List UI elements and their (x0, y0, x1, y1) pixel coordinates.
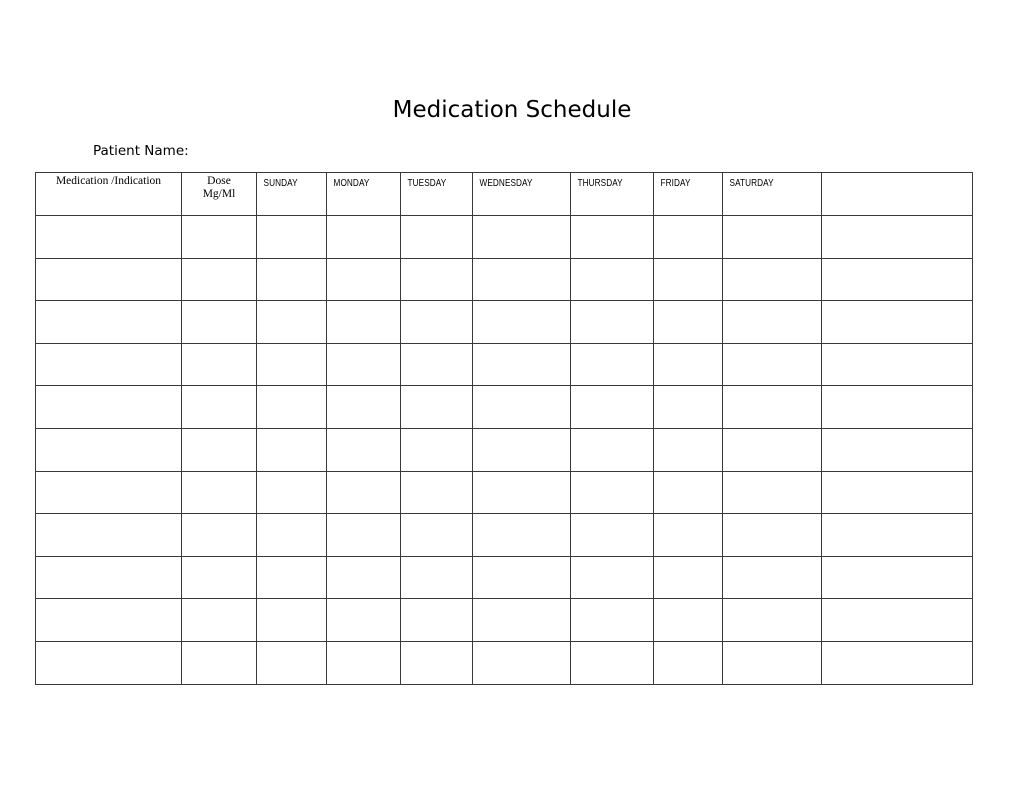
monday-cell[interactable] (327, 641, 401, 684)
table-row (36, 556, 973, 599)
dose-cell[interactable] (182, 471, 257, 514)
thursday-cell[interactable] (571, 386, 654, 429)
table-row (36, 471, 973, 514)
friday-cell[interactable] (654, 556, 723, 599)
tuesday-cell[interactable] (401, 641, 473, 684)
monday-cell[interactable] (327, 556, 401, 599)
tuesday-cell[interactable] (401, 258, 473, 301)
wednesday-cell[interactable] (473, 258, 571, 301)
sunday-cell[interactable] (257, 258, 327, 301)
medication-cell[interactable] (36, 386, 182, 429)
thursday-cell[interactable] (571, 599, 654, 642)
header-tuesday-cell (401, 173, 473, 216)
saturday-cell[interactable] (723, 343, 822, 386)
sunday-cell[interactable] (257, 343, 327, 386)
monday-cell[interactable] (327, 599, 401, 642)
saturday-cell[interactable] (723, 514, 822, 557)
dose-cell[interactable] (182, 216, 257, 259)
extra-cell[interactable] (822, 258, 973, 301)
monday-cell[interactable] (327, 301, 401, 344)
dose-cell[interactable] (182, 428, 257, 471)
extra-cell[interactable] (822, 216, 973, 259)
header-dose: Dose (207, 175, 231, 187)
thursday-cell[interactable] (571, 514, 654, 557)
table-row (36, 428, 973, 471)
saturday-cell[interactable] (723, 258, 822, 301)
monday-cell[interactable] (327, 428, 401, 471)
table-header-row (36, 173, 973, 216)
table-row (36, 216, 973, 259)
header-wednesday-cell (473, 173, 571, 216)
saturday-cell[interactable] (723, 641, 822, 684)
medication-cell[interactable] (36, 258, 182, 301)
friday-cell[interactable] (654, 216, 723, 259)
tuesday-cell[interactable] (401, 599, 473, 642)
extra-cell[interactable] (822, 343, 973, 386)
friday-cell[interactable] (654, 258, 723, 301)
dose-cell[interactable] (182, 386, 257, 429)
table-row (36, 514, 973, 557)
wednesday-cell[interactable] (473, 386, 571, 429)
dose-cell[interactable] (182, 641, 257, 684)
friday-cell[interactable] (654, 343, 723, 386)
friday-cell[interactable] (654, 641, 723, 684)
header-monday-cell (327, 173, 401, 216)
thursday-cell[interactable] (571, 343, 654, 386)
header-sunday: SUNDAY (263, 178, 298, 189)
header-monday: MONDAY (333, 178, 370, 189)
thursday-cell[interactable] (571, 216, 654, 259)
sunday-cell[interactable] (257, 386, 327, 429)
tuesday-cell[interactable] (401, 216, 473, 259)
saturday-cell[interactable] (723, 428, 822, 471)
saturday-cell[interactable] (723, 301, 822, 344)
monday-cell[interactable] (327, 386, 401, 429)
monday-cell[interactable] (327, 343, 401, 386)
wednesday-cell[interactable] (473, 216, 571, 259)
tuesday-cell[interactable] (401, 428, 473, 471)
wednesday-cell[interactable] (473, 641, 571, 684)
thursday-cell[interactable] (571, 428, 654, 471)
friday-cell[interactable] (654, 514, 723, 557)
extra-cell[interactable] (822, 386, 973, 429)
sunday-cell[interactable] (257, 641, 327, 684)
extra-cell[interactable] (822, 301, 973, 344)
monday-cell[interactable] (327, 514, 401, 557)
page-title: Medication Schedule (392, 97, 632, 123)
extra-cell[interactable] (822, 641, 973, 684)
saturday-cell[interactable] (723, 599, 822, 642)
header-friday: FRIDAY (660, 178, 691, 189)
header-sunday-cell (257, 173, 327, 216)
wednesday-cell[interactable] (473, 301, 571, 344)
header-medication-indication: Medication /Indication (55, 175, 162, 187)
table-row (36, 641, 973, 684)
sunday-cell[interactable] (257, 599, 327, 642)
thursday-cell[interactable] (571, 471, 654, 514)
friday-cell[interactable] (654, 428, 723, 471)
dose-cell[interactable] (182, 514, 257, 557)
medication-cell[interactable] (36, 599, 182, 642)
sunday-cell[interactable] (257, 514, 327, 557)
sunday-cell[interactable] (257, 428, 327, 471)
header-extra-cell (822, 173, 973, 216)
friday-cell[interactable] (654, 386, 723, 429)
dose-cell[interactable] (182, 343, 257, 386)
extra-cell[interactable] (822, 471, 973, 514)
extra-cell[interactable] (822, 556, 973, 599)
header-thursday: THURSDAY (577, 178, 623, 189)
dose-cell[interactable] (182, 556, 257, 599)
friday-cell[interactable] (654, 301, 723, 344)
table-row (36, 386, 973, 429)
wednesday-cell[interactable] (473, 471, 571, 514)
medication-cell[interactable] (36, 343, 182, 386)
saturday-cell[interactable] (723, 386, 822, 429)
dose-cell[interactable] (182, 301, 257, 344)
table-row (36, 343, 973, 386)
medication-cell[interactable] (36, 641, 182, 684)
tuesday-cell[interactable] (401, 301, 473, 344)
monday-cell[interactable] (327, 471, 401, 514)
extra-cell[interactable] (822, 514, 973, 557)
wednesday-cell[interactable] (473, 556, 571, 599)
thursday-cell[interactable] (571, 556, 654, 599)
header-saturday-cell (723, 173, 822, 216)
header-friday-cell (654, 173, 723, 216)
saturday-cell[interactable] (723, 216, 822, 259)
medication-cell[interactable] (36, 514, 182, 557)
wednesday-cell[interactable] (473, 428, 571, 471)
sunday-cell[interactable] (257, 556, 327, 599)
wednesday-cell[interactable] (473, 514, 571, 557)
medication-schedule-table (35, 172, 973, 685)
header-wednesday: WEDNESDAY (479, 178, 533, 189)
wednesday-cell[interactable] (473, 343, 571, 386)
friday-cell[interactable] (654, 599, 723, 642)
medication-cell[interactable] (36, 301, 182, 344)
table-row (36, 301, 973, 344)
tuesday-cell[interactable] (401, 343, 473, 386)
sunday-cell[interactable] (257, 471, 327, 514)
thursday-cell[interactable] (571, 301, 654, 344)
sunday-cell[interactable] (257, 301, 327, 344)
header-saturday: SATURDAY (729, 178, 774, 189)
header-extra (822, 183, 829, 186)
header-dose-unit: Mg/Ml (202, 188, 236, 200)
tuesday-cell[interactable] (401, 514, 473, 557)
thursday-cell[interactable] (571, 641, 654, 684)
saturday-cell[interactable] (723, 556, 822, 599)
medication-cell[interactable] (36, 471, 182, 514)
wednesday-cell[interactable] (473, 599, 571, 642)
dose-cell[interactable] (182, 599, 257, 642)
tuesday-cell[interactable] (401, 471, 473, 514)
table-row (36, 258, 973, 301)
extra-cell[interactable] (822, 599, 973, 642)
extra-cell[interactable] (822, 428, 973, 471)
thursday-cell[interactable] (571, 258, 654, 301)
saturday-cell[interactable] (723, 471, 822, 514)
header-tuesday: TUESDAY (407, 178, 447, 189)
header-dose-cell (182, 173, 257, 216)
medication-cell[interactable] (36, 216, 182, 259)
friday-cell[interactable] (654, 471, 723, 514)
table-row (36, 599, 973, 642)
monday-cell[interactable] (327, 258, 401, 301)
header-medication-cell (36, 173, 182, 216)
tuesday-cell[interactable] (401, 386, 473, 429)
dose-cell[interactable] (182, 258, 257, 301)
header-thursday-cell (571, 173, 654, 216)
medication-cell[interactable] (36, 556, 182, 599)
sunday-cell[interactable] (257, 216, 327, 259)
monday-cell[interactable] (327, 216, 401, 259)
medication-cell[interactable] (36, 428, 182, 471)
tuesday-cell[interactable] (401, 556, 473, 599)
patient-name-label: Patient Name: (93, 143, 189, 159)
